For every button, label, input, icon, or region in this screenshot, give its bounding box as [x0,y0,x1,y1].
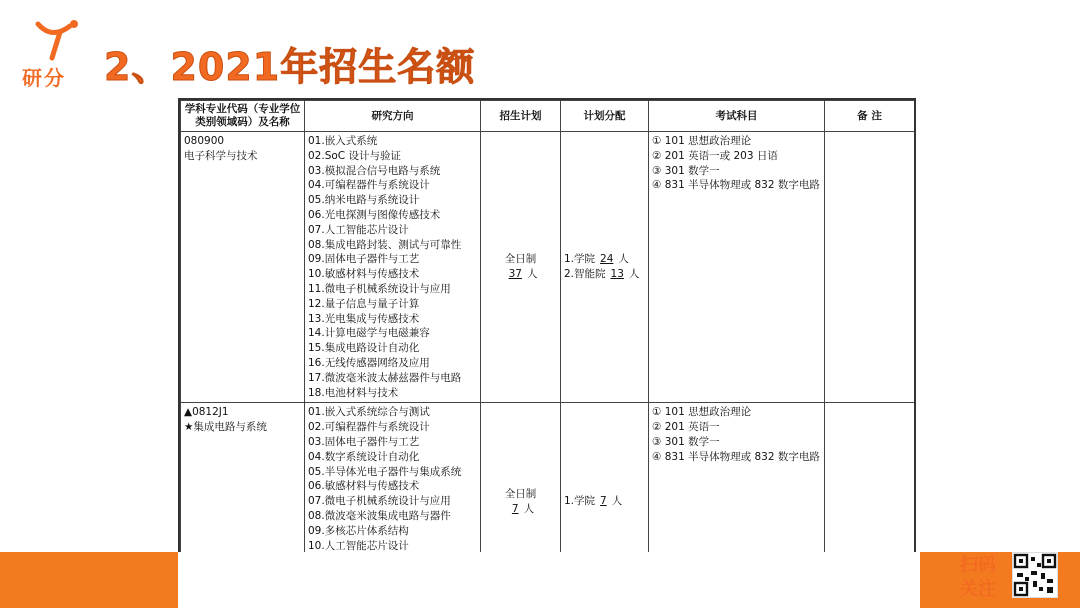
direction-item: 03.固体电子器件与工艺 [308,435,420,448]
direction-item: 14.计算电磁学与电磁兼容 [308,327,430,340]
major-name: ★集成电路与系统 [184,421,267,434]
header-direction: 研究方向 [305,101,481,132]
major-cell [181,132,305,403]
header-plan: 招生计划 [481,101,561,132]
direction-item: 05.纳米电路与系统设计 [308,194,420,207]
admission-table [178,98,916,590]
direction-item: 03.模拟混合信号电路与系统 [308,164,441,177]
major-code: 080900 [184,135,225,147]
direction-item: 02.SoC 设计与验证 [308,149,401,162]
plan-label: 全日制 [504,487,537,500]
allocation-item: 1.学院 24 人 [564,253,629,266]
note-cell [825,132,915,403]
direction-item: 04.可编程器件与系统设计 [308,179,430,192]
qr-code-icon[interactable] [1012,552,1058,598]
direction-item: 05.半导体光电子器件与集成系统 [308,465,462,478]
direction-item: 18.电池材料与技术 [308,386,399,399]
plan-count: 7 [511,502,519,515]
logo-text: 研分 [22,66,66,90]
direction-item: 06.敏感材料与传感技术 [308,480,420,493]
subject-item: ① 101 思想政治理论 [652,406,752,419]
allocation-item: 1.学院 7 人 [564,495,623,508]
subject-item: ④ 831 半导体物理或 832 数字电路 [652,450,820,463]
runner-logo-icon [32,18,82,62]
subject-item: ③ 301 数学一 [652,435,720,448]
table-header-row [181,101,915,132]
direction-item: 12.量子信息与量子计算 [308,297,420,310]
plan-count-line [484,502,557,517]
plan-cell [481,132,561,403]
subject-item: ② 201 英语一 [652,421,720,434]
direction-cell [305,132,481,403]
plan-count: 37 [508,268,522,281]
subjects-cell [649,132,825,403]
direction-item: 04.数字系统设计自动化 [308,450,420,463]
direction-item: 01.嵌入式系统 [308,135,378,147]
allocation-cell [561,132,649,403]
table-row [181,132,915,403]
subject-item: ② 201 英语一或 203 日语 [652,149,778,162]
allocation-item: 2.智能院 13 人 [564,268,640,281]
direction-item: 08.集成电路封装、测试与可靠性 [308,238,462,251]
direction-item: 10.敏感材料与传感技术 [308,268,420,281]
scan-line-1: 扫码 [960,555,996,576]
page-title: 2、2021年招生名额 [104,45,476,89]
header-allocation: 计划分配 [561,101,649,132]
subject-item: ① 101 思想政治理论 [652,135,752,147]
direction-item: 15.集成电路设计自动化 [308,342,420,355]
direction-item: 11.微电子机械系统设计与应用 [308,282,451,295]
plan-unit: 人 [526,268,538,281]
plan-count-line [484,267,557,282]
header-major: 学科专业代码（专业学位类别领域码）及名称 [181,101,305,132]
scan-follow-label [950,554,1006,602]
scan-line-2: 关注 [960,579,996,600]
plan-unit: 人 [523,502,535,515]
direction-item: 10.人工智能芯片设计 [308,539,409,552]
direction-item: 02.可编程器件与系统设计 [308,421,430,434]
direction-item: 07.微电子机械系统设计与应用 [308,495,451,508]
direction-item: 06.光电探测与图像传感技术 [308,208,441,221]
major-code: ▲0812J1 [184,406,229,419]
direction-item: 08.微波毫米波集成电路与器件 [308,509,451,522]
subject-item: ④ 831 半导体物理或 832 数字电路 [652,179,820,192]
direction-item: 09.多核芯片体系结构 [308,524,409,537]
direction-item: 13.光电集成与传感技术 [308,312,420,325]
major-name: 电子科学与技术 [184,149,258,162]
bottom-bar-mask [178,552,920,608]
direction-item: 09.固体电子器件与工艺 [308,253,420,266]
header-subjects: 考试科目 [649,101,825,132]
direction-item: 16.无线传感器网络及应用 [308,356,430,369]
direction-item: 07.人工智能芯片设计 [308,223,409,236]
header-note: 备 注 [825,101,915,132]
direction-item: 17.微波毫米波太赫兹器件与电路 [308,371,462,384]
plan-label: 全日制 [504,253,537,266]
subject-item: ③ 301 数学一 [652,164,720,177]
brand-logo [18,18,98,90]
direction-item: 01.嵌入式系统综合与测试 [308,406,430,419]
